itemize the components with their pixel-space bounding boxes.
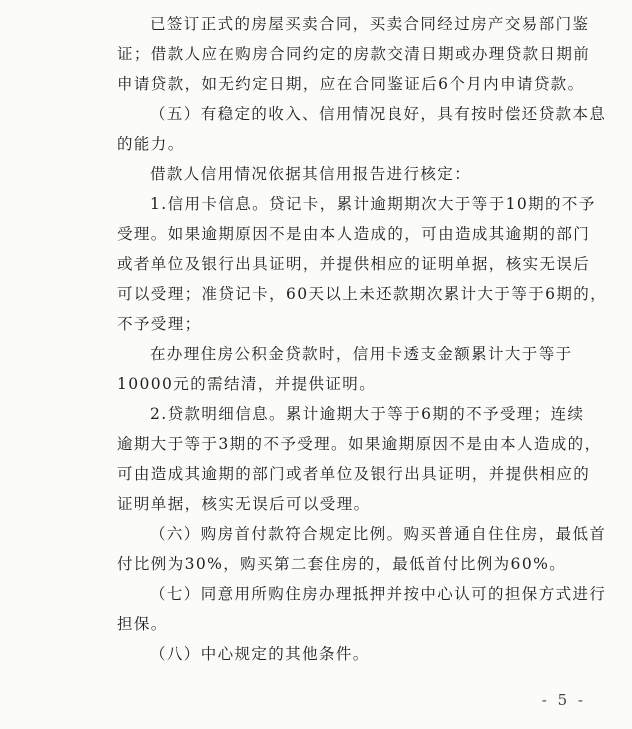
text-line: 证明单据，核实无误后可以受理。 — [117, 495, 371, 513]
text-line: 可以受理；准贷记卡，60天以上未还款期次累计大于等于6期的， — [117, 285, 608, 303]
text-line: 1.信用卡信息。贷记卡，累计逾期期次大于等于10期的不予 — [150, 195, 596, 213]
text-line: 2.贷款明细信息。累计逾期大于等于6期的不予受理；连续 — [150, 405, 585, 423]
text-line: 或者单位及银行出具证明，并提供相应的证明单据，核实无误后 — [117, 255, 591, 273]
text-line: 申请贷款，如无约定日期，应在合同鉴证后6个月内申请贷款。 — [117, 75, 585, 93]
text-line: （八）中心规定的其他条件。 — [150, 645, 370, 663]
text-line: 已签订正式的房屋买卖合同，买卖合同经过房产交易部门鉴 — [150, 15, 590, 33]
text-line: （七）同意用所购住房办理抵押并按中心认可的担保方式进行 — [150, 585, 607, 603]
text-line: （六）购房首付款符合规定比例。购买普通自住住房，最低首 — [150, 525, 607, 543]
text-line: （五）有稳定的收入、信用情况良好，具有按时偿还贷款本息 — [150, 105, 607, 123]
document-body — [117, 9, 608, 669]
text-line: 付比例为30%，购买第二套住房的，最低首付比例为60%。 — [117, 555, 567, 573]
text-line: 10000元的需结清，并提供证明。 — [117, 375, 377, 393]
text-line: 借款人信用情况依据其信用报告进行核定： — [150, 165, 472, 183]
text-line: 担保。 — [117, 615, 168, 633]
text-line: 受理。如果逾期原因不是由本人造成的，可由造成其逾期的部门 — [117, 225, 591, 243]
text-line: 的能力。 — [117, 135, 185, 153]
text-line: 证；借款人应在购房合同约定的房款交清日期或办理贷款日期前 — [117, 45, 591, 63]
text-line: 不予受理； — [117, 315, 202, 333]
page-number: - 5 - — [541, 691, 586, 709]
text-line: 在办理住房公积金贷款时，信用卡透支金额累计大于等于 — [150, 345, 573, 363]
text-line: 可由造成其逾期的部门或者单位及银行出具证明，并提供相应的 — [117, 465, 591, 483]
text-line: 逾期大于等于3期的不予受理。如果逾期原因不是由本人造成的， — [117, 435, 602, 453]
